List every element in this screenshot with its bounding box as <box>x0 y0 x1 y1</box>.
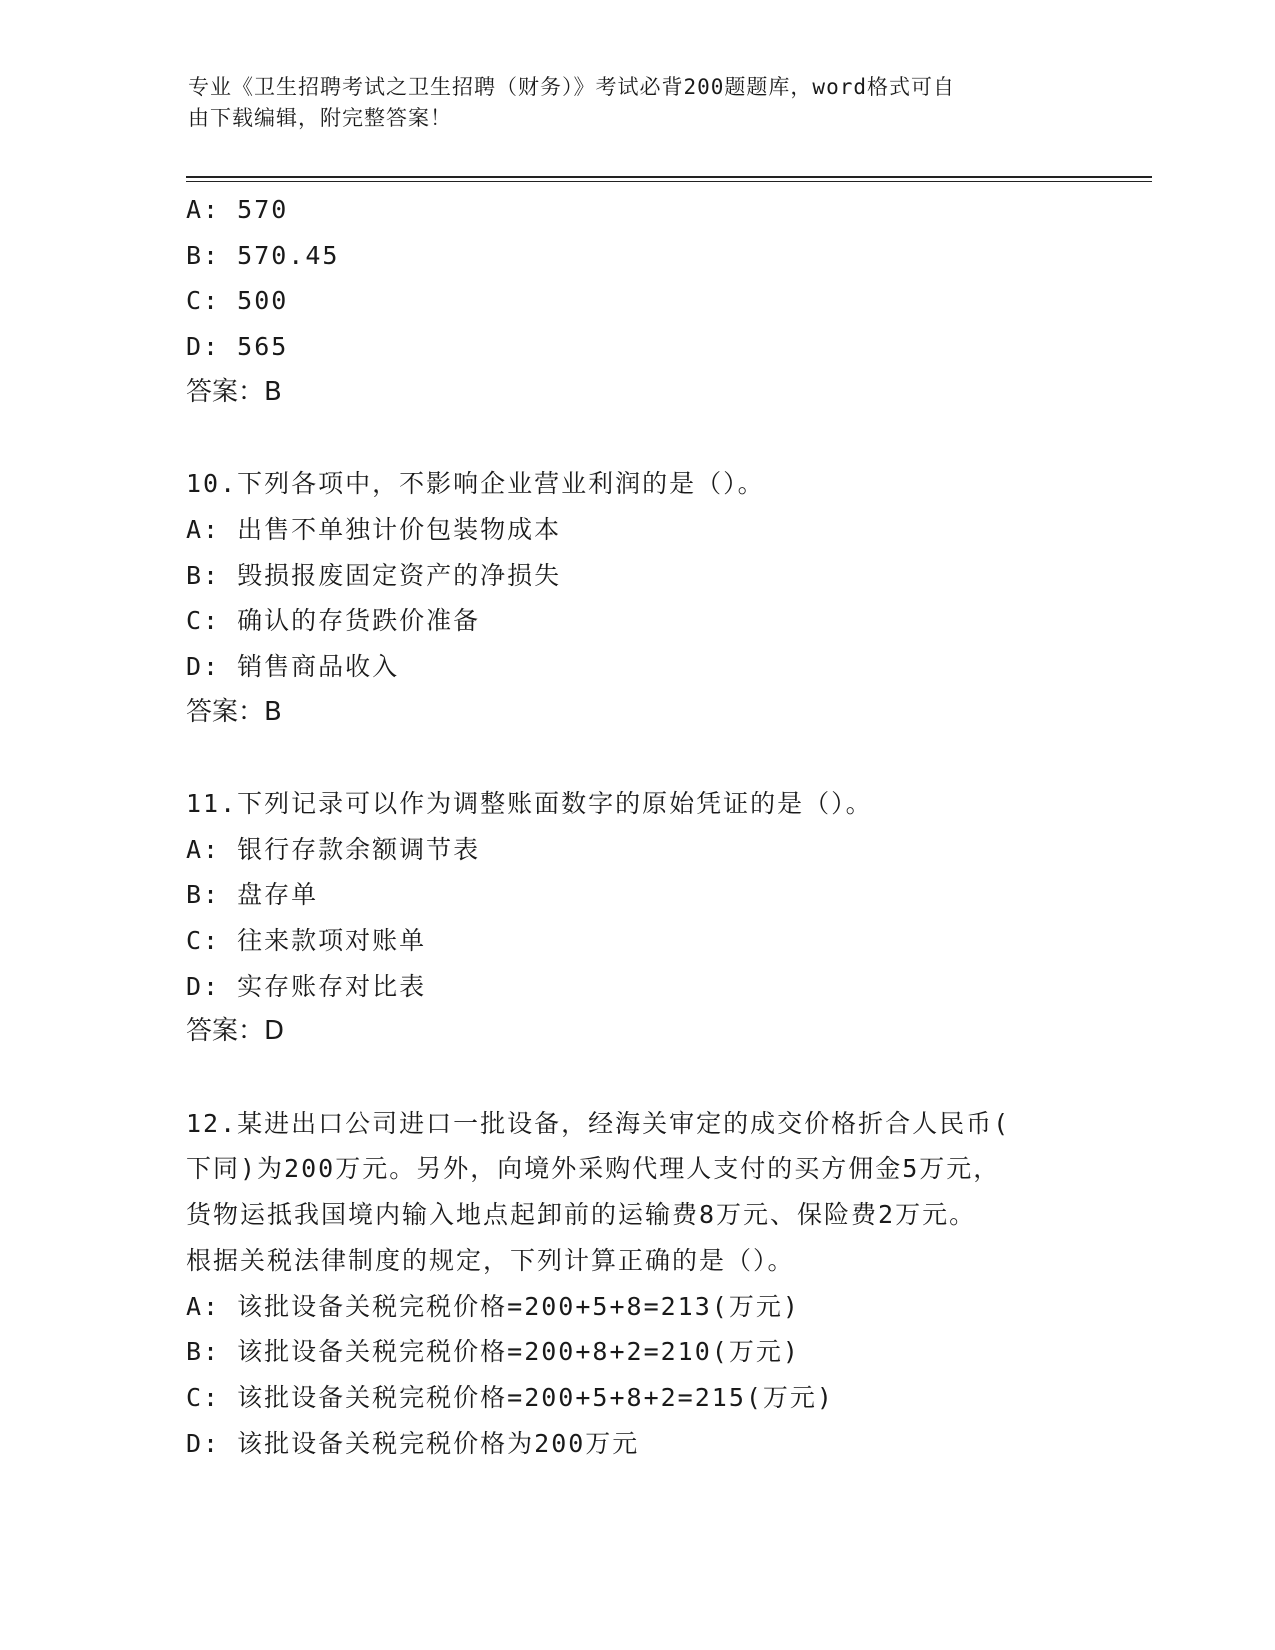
question-text-line-4: 根据关税法律制度的规定，下列计算正确的是（）。 <box>186 1245 795 1275</box>
option-c: C: 确认的存货跌价准备 <box>186 606 481 636</box>
option-a: A: 该批设备关税完税价格=200+5+8=213(万元) <box>186 1291 800 1321</box>
answer-line: 答案：B <box>186 696 282 727</box>
option-b: B: 毁损报废固定资产的净损失 <box>186 560 562 590</box>
option-b: B: 570.45 <box>186 240 340 270</box>
header-line-2: 由下载编辑，附完整答案！ <box>188 106 452 130</box>
question-text-line-1: 12.某进出口公司进口一批设备，经海关审定的成交价格折合人民币( <box>186 1108 1011 1138</box>
option-c: C: 500 <box>186 286 289 316</box>
question-12 <box>186 1101 1086 1467</box>
option-d: D: 565 <box>186 332 289 362</box>
question-text-line-2: 下同)为200万元。另外，向境外采购代理人支付的买方佣金5万元， <box>186 1154 1001 1184</box>
question-11 <box>186 781 1086 1055</box>
option-a: A: 570 <box>186 195 289 224</box>
question-9 <box>186 187 1086 415</box>
answer-line: 答案：B <box>186 376 282 407</box>
option-b: B: 该批设备关税完税价格=200+8+2=210(万元) <box>186 1337 800 1367</box>
option-c: C: 往来款项对账单 <box>186 926 427 955</box>
question-text-line-3: 货物运抵我国境内输入地点起卸前的运输费8万元、保险费2万元。 <box>186 1200 977 1230</box>
option-a: A: 银行存款余额调节表 <box>186 834 481 864</box>
option-a: A: 出售不单独计价包装物成本 <box>186 514 562 544</box>
question-text: 10.下列各项中，不影响企业营业利润的是（）。 <box>186 469 765 499</box>
option-d: D: 该批设备关税完税价格为200万元 <box>186 1428 640 1458</box>
option-d: D: 实存账存对比表 <box>186 971 427 1001</box>
document-header <box>188 72 1068 134</box>
question-10 <box>186 461 1086 735</box>
header-divider-thin <box>186 181 1152 182</box>
question-list <box>186 187 1086 1466</box>
header-line-1: 专业《卫生招聘考试之卫生招聘（财务）》考试必背200题题库，word格式可自 <box>188 75 955 99</box>
answer-line: 答案：D <box>186 1016 285 1047</box>
header-divider <box>186 176 1152 178</box>
question-text: 11.下列记录可以作为调整账面数字的原始凭证的是（）。 <box>186 788 873 818</box>
option-d: D: 销售商品收入 <box>186 651 400 681</box>
option-b: B: 盘存单 <box>186 880 319 910</box>
option-c: C: 该批设备关税完税价格=200+5+8+2=215(万元) <box>186 1382 834 1412</box>
